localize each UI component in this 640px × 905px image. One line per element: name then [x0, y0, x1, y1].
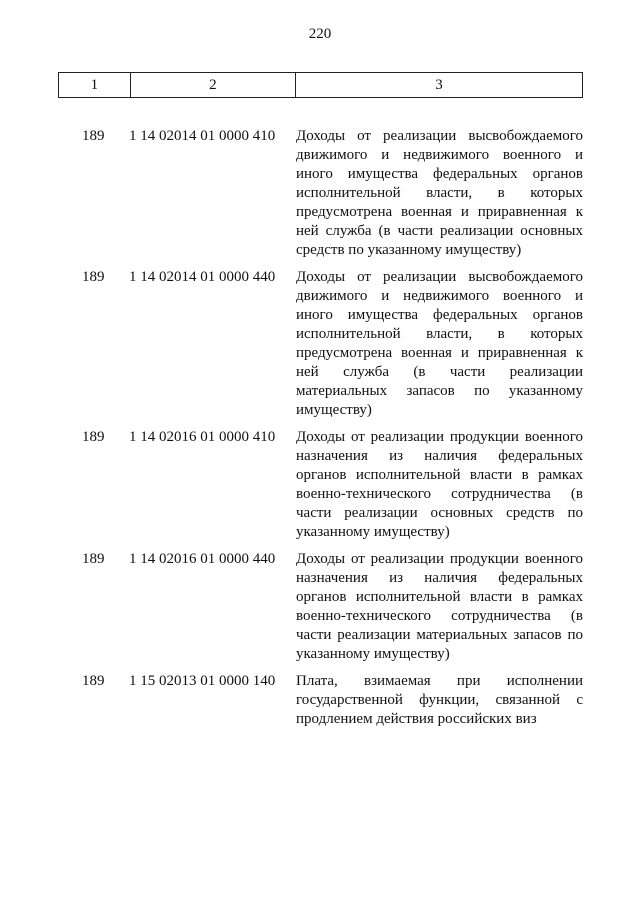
- page-number: 220: [308, 26, 332, 42]
- table-row: [0, 672, 640, 729]
- column-header-table: [58, 72, 583, 98]
- table-row: [0, 127, 640, 260]
- revenue-description: Плата, взимаемая при исполнении государственной функции, связанной с продлением действия российских виз: [296, 673, 583, 727]
- admin-code: 189: [82, 269, 105, 285]
- budget-classification-code: 1 15 02013 01 0000 140: [129, 673, 276, 689]
- admin-code: 189: [82, 551, 105, 567]
- revenue-description: Доходы от реализации высвобождаемого движимого и недвижимого военного и иного имущества федеральных органов исполнительной власти, в которых предусмотрена военная и приравненная к ней служба (в части реализации материальных запасов по указанному имуществу): [296, 269, 583, 418]
- column-header-2: 2: [130, 73, 295, 98]
- budget-classification-code: 1 14 02016 01 0000 440: [129, 551, 276, 567]
- column-header-1: 1: [59, 73, 131, 98]
- revenue-description: Доходы от реализации высвобождаемого движимого и недвижимого военного и иного имущества федеральных органов исполнительной власти, в которых предусмотрена военная и приравненная к ней служба (в части реализации основных средств по указанному имуществу): [296, 128, 583, 258]
- table-body: [0, 127, 640, 737]
- budget-classification-code: 1 14 02014 01 0000 440: [129, 269, 276, 285]
- table-row: [0, 550, 640, 664]
- budget-classification-code: 1 14 02014 01 0000 410: [129, 128, 276, 144]
- column-header-3: 3: [296, 73, 583, 98]
- revenue-description: Доходы от реализации продукции военного назначения из наличия федеральных органов исполнительной власти в рамках военно-технического сотрудничества (в части реализации материальных запасов по указанному имуществу): [296, 551, 583, 662]
- admin-code: 189: [82, 128, 105, 144]
- admin-code: 189: [82, 429, 105, 445]
- admin-code: 189: [82, 673, 105, 689]
- budget-classification-code: 1 14 02016 01 0000 410: [129, 429, 276, 445]
- column-header-row: [59, 73, 583, 98]
- table-row: [0, 268, 640, 420]
- table-row: [0, 428, 640, 542]
- revenue-description: Доходы от реализации продукции военного назначения из наличия федеральных органов исполнительной власти в рамках военно-технического сотрудничества (в части реализации основных средств по указанному имуществу): [296, 429, 583, 540]
